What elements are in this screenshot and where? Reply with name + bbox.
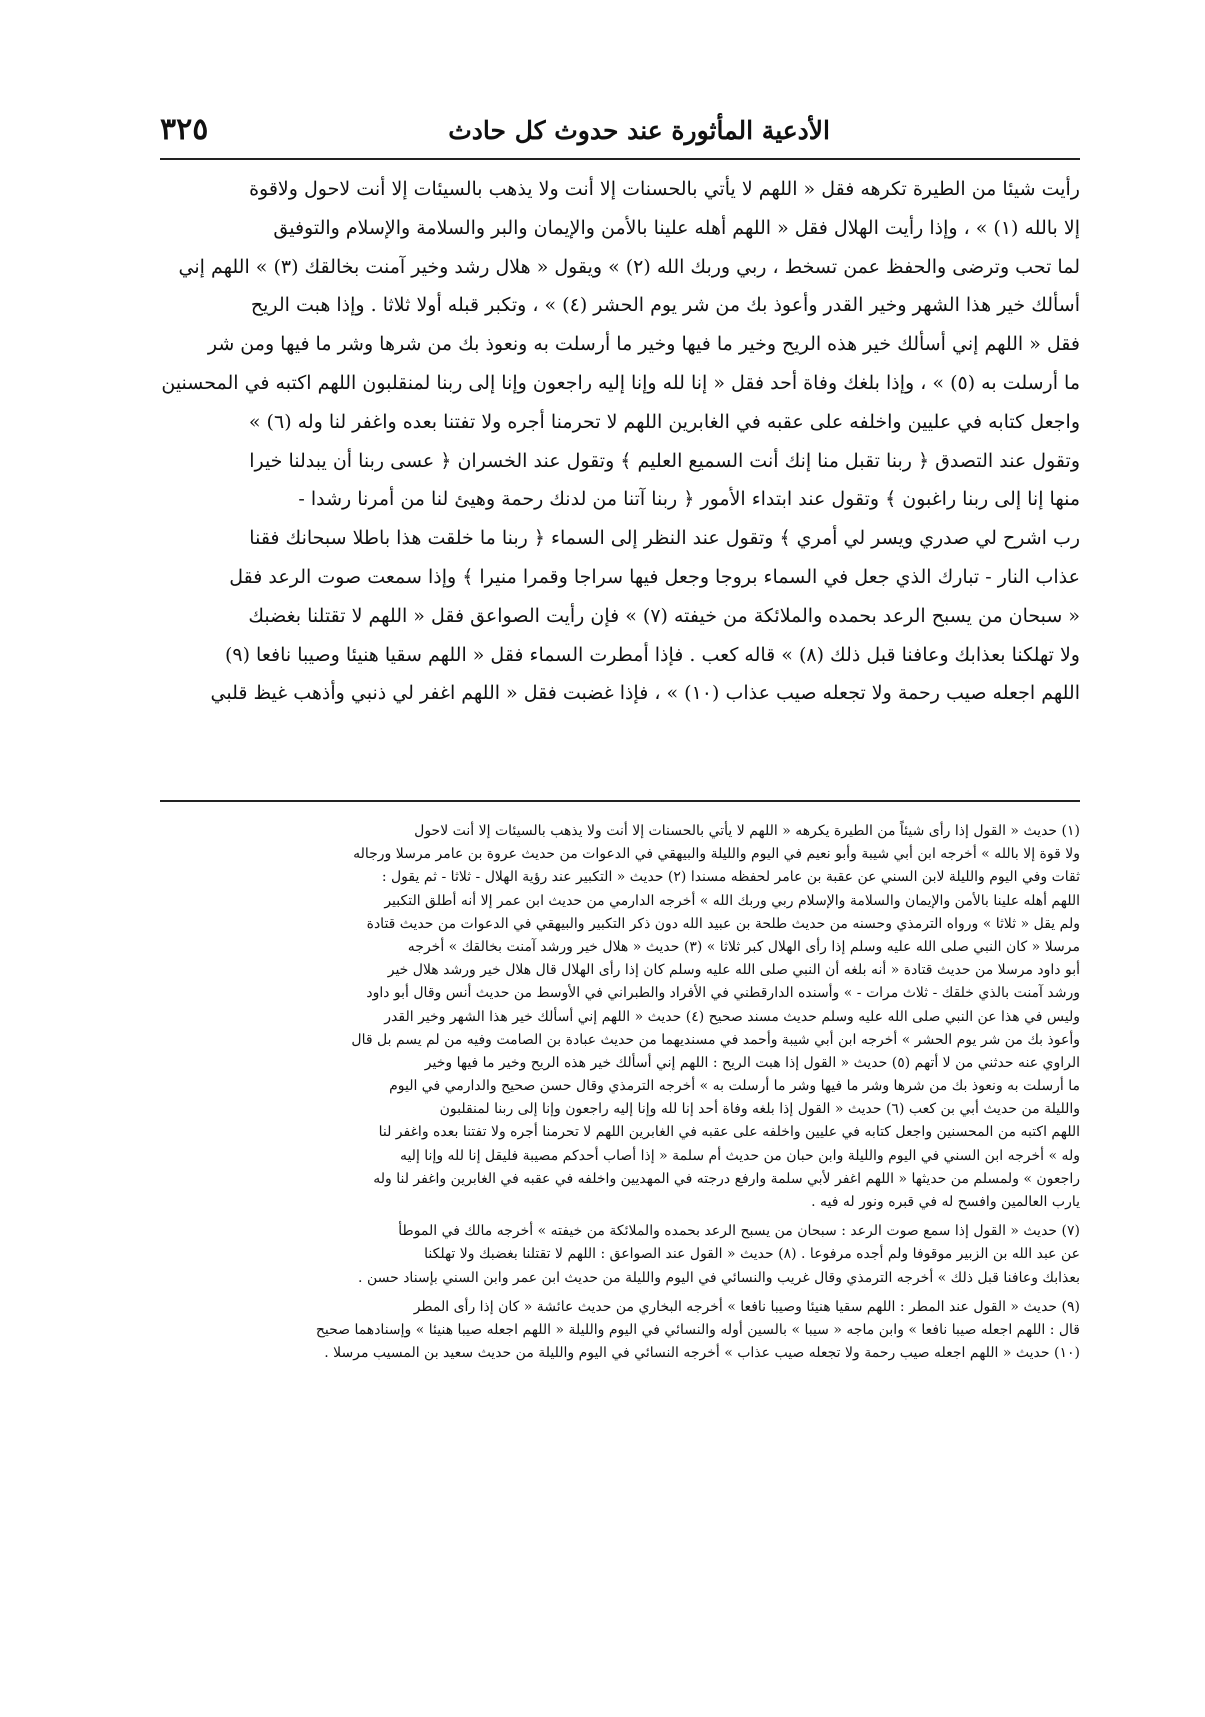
page-header [160, 114, 1080, 154]
footnote-line: (٧) حديث « القول إذا سمع صوت الرعد : سبحان من يسبح الرعد بحمده والملائكة من خيفته » أخرجه مالك في الموطأ [398, 1223, 1080, 1240]
text-line: أسألك خير هذا الشهر وخير القدر وأعوذ بك من شر يوم الحشر (٤) » ، وتكبر قبله أولا ثلاثا . وإذا هبت الريح [250, 294, 1080, 317]
footnotes [160, 820, 1080, 1365]
footnote-line: والليلة من حديث أبي بن كعب (٦) حديث « القول إذا بلغه وفاة أحد إنا لله وإنا إليه راجعون وإنا إلى ربنا لمنقلبون [439, 1101, 1080, 1118]
text-line: ما أرسلت به (٥) » ، وإذا بلغك وفاة أحد فقل « إنا لله وإنا إليه راجعون وإنا إلى ربنا لمنقلبون اللهم اكتبه في المحسنين [161, 371, 1080, 394]
text-line: إلا بالله (١) » ، وإذا رأيت الهلال فقل « اللهم أهله علينا بالأمن والإيمان والبر والسلامة والإسلام والتوفيق [273, 216, 1080, 239]
footnote-line: (١٠) حديث « اللهم اجعله صيب رحمة ولا تجعله صيب عذاب » أخرجه النسائي في اليوم والليلة من حديث سعيد بن المسيب مرسلا . [324, 1345, 1080, 1362]
footnote-line: (٩) حديث « القول عند المطر : اللهم سقيا هنيئا وصيبا نافعا » أخرجه البخاري من حديث عائشة « كان إذا رأى المطر [413, 1298, 1080, 1315]
text-line: « سبحان من يسبح الرعد بحمده والملائكة من خيفته (٧) » فإن رأيت الصواعق فقل « اللهم لا تقتلنا بغضبك [248, 604, 1080, 627]
footnote-line: قال : اللهم اجعله صيبا نافعا » وابن ماجه « سيبا » بالسين أوله والنسائي في اليوم والليلة « اللهم اجعله صيبا هنيئا » وإسنادهما صحيح [315, 1321, 1080, 1338]
running-title: الأدعية المأثورة عند حدوث كل حادث [448, 116, 830, 145]
text-line: وتقول عند التصدق ﴿ ربنا تقبل منا إنك أنت السميع العليم ﴾ وتقول عند الخسران ﴿ عسى ربنا أن يبدلنا خيرا [249, 449, 1080, 472]
main-text [160, 170, 1080, 713]
footnote-line: اللهم أهله علينا بالأمن والإيمان والسلامة والإسلام ربي وربك الله » أخرجه الدارمي من حديث ابن عمر إلا أنه أطلق التكبير [384, 892, 1080, 909]
text-line: عذاب النار - تبارك الذي جعل في السماء بروجا وجعل فيها سراجا وقمرا منيرا ﴾ وإذا سمعت صوت الرعد فقل [229, 565, 1080, 588]
footnote-line: راجعون » ولمسلم من حديثها « اللهم اغفر لأبي سلمة وارفع درجته في المهديين واخلفه في عقبه في الغابرين واغفر لنا وله [373, 1170, 1080, 1187]
text-line: لما تحب وترضى والحفظ عمن تسخط ، ربي وربك الله (٢) » ويقول « هلال رشد وخير آمنت بخالقك (٣) » اللهم إني [178, 255, 1080, 278]
footnote-line: الراوي عنه حدثني من لا أتهم (٥) حديث « القول إذا هبت الريح : اللهم إني أسألك خير هذه الريح وخير ما فيها وخير [424, 1054, 1080, 1071]
footnote-line: اللهم اكتبه من المحسنين واجعل كتابه في عليين واخلفه على عقبه في الغابرين اللهم لا تحرمنا أجره ولا تفتنا بعده واغفر لنا [378, 1124, 1080, 1141]
footnote-line: مرسلا « كان النبي صلى الله عليه وسلم إذا رأى الهلال كبر ثلاثا » (٣) حديث « هلال خير ورشد آمنت بخالقك » أخرجه [407, 938, 1080, 955]
text-line: رب اشرح لي صدري ويسر لي أمري ﴾ وتقول عند النظر إلى السماء ﴿ ربنا ما خلقت هذا باطلا سبحانك فقنا [249, 527, 1080, 550]
header-divider [160, 158, 1080, 160]
text-line: ولا تهلكنا بعذابك وعافنا قبل ذلك (٨) » قاله كعب . فإذا أمطرت السماء فقل « اللهم سقيا هنيئا وصيبا نافعا (٩) [224, 643, 1080, 666]
footnote-line: عن عبد الله بن الزبير موقوفا ولم أجده مرفوعا . (٨) حديث « القول عند الصواعق : اللهم لا تقتلنا بغضبك ولا تهلكنا [424, 1246, 1080, 1263]
footnote-line: بعذابك وعافنا قبل ذلك » أخرجه الترمذي وقال غريب والنسائي في اليوم والليلة من حديث ابن عمر وابن السني بإسناد حسن . [358, 1269, 1080, 1286]
footnote-line: يارب العالمين وافسح له في قبره ونور له فيه . [811, 1194, 1080, 1210]
footnote-line: ما أرسلت به ونعوذ بك من شرها وشر ما فيها وشر ما أرسلت به » أخرجه الترمذي وقال حسن صحيح والدارمي في اليوم [389, 1078, 1080, 1095]
page-number: ٣٢٥ [160, 112, 209, 147]
footnote-line: (١) حديث « القول إذا رأى شيئاً من الطيرة يكرهه « اللهم لا يأتي بالحسنات إلا أنت ولا يذهب بالسيئات إلا أنت لاحول [414, 823, 1080, 839]
footnote-line: وليس في هذا عن النبي صلى الله عليه وسلم حديث مسند صحيح (٤) حديث « اللهم إني أسألك خير هذا الشهر وخير القدر [384, 1008, 1080, 1025]
footnote-line: أبو داود مرسلا من حديث قتادة « أنه بلغه أن النبي صلى الله عليه وسلم كان إذا رأى الهلال قال هلال خير ورشد هلال خير [387, 962, 1080, 979]
footnote-line: وأعوذ بك من شر يوم الحشر » أخرجه ابن أبي شيبة وأحمد في مسنديهما من حديث عبادة بن الصامت وفيه من لم يسم بل قال [351, 1031, 1080, 1048]
footnote-line: ورشد آمنت بالذي خلقك - ثلاث مرات - » وأسنده الدارقطني في الأفراد والطبراني في الأوسط من حديث أنس وقال أبو داود [366, 985, 1080, 1002]
text-line: منها إنا إلى ربنا راغبون ﴾ وتقول عند ابتداء الأمور ﴿ ربنا آتنا من لدنك رحمة وهيئ لنا من أمرنا رشدا - [298, 488, 1080, 511]
footnote-line: ولا قوة إلا بالله » أخرجه ابن أبي شيبة وأبو نعيم في اليوم والليلة والبيهقي في الدعوات من حديث عروة بن عامر مرسلا ورجاله [353, 846, 1080, 863]
footnote-line: ولم يقل « ثلاثا » ورواه الترمذي وحسنه من حديث طلحة بن عبيد الله دون ذكر التكبير والبيهقي في الدعوات من حديث قتادة [366, 915, 1080, 932]
text-line: اللهم اجعله صيب رحمة ولا تجعله صيب عذاب (١٠) » ، فإذا غضبت فقل « اللهم اغفر لي ذنبي وأذهب غيظ قلبي [210, 682, 1080, 705]
footnote-line: ثقات وفي اليوم والليلة لابن السني عن عقبة بن عامر لحفظه مسندا (٢) حديث « التكبير عند رؤية الهلال - ثلاثا - ثم يقول : [381, 869, 1080, 886]
footnote-divider [160, 800, 1080, 802]
footnote-line: وله » أخرجه ابن السني في اليوم والليلة وابن حبان من حديث أم سلمة « إذا أصاب أحدكم مصيبة فليقل إنا لله وإنا إليه [399, 1147, 1080, 1164]
text-line: رأيت شيئا من الطيرة تكرهه فقل « اللهم لا يأتي بالحسنات إلا أنت ولا يذهب بالسيئات إلا أنت لاحول ولاقوة [249, 178, 1080, 200]
text-line: فقل « اللهم إني أسألك خير هذه الريح وخير ما فيها وخير ما أرسلت به ونعوذ بك من شرها وشر ما فيها ومن شر [207, 333, 1080, 356]
text-line: واجعل كتابه في عليين واخلفه على عقبه في الغابرين اللهم لا تحرمنا أجره ولا تفتنا بعده واغفر لنا وله (٦) » [248, 410, 1080, 433]
